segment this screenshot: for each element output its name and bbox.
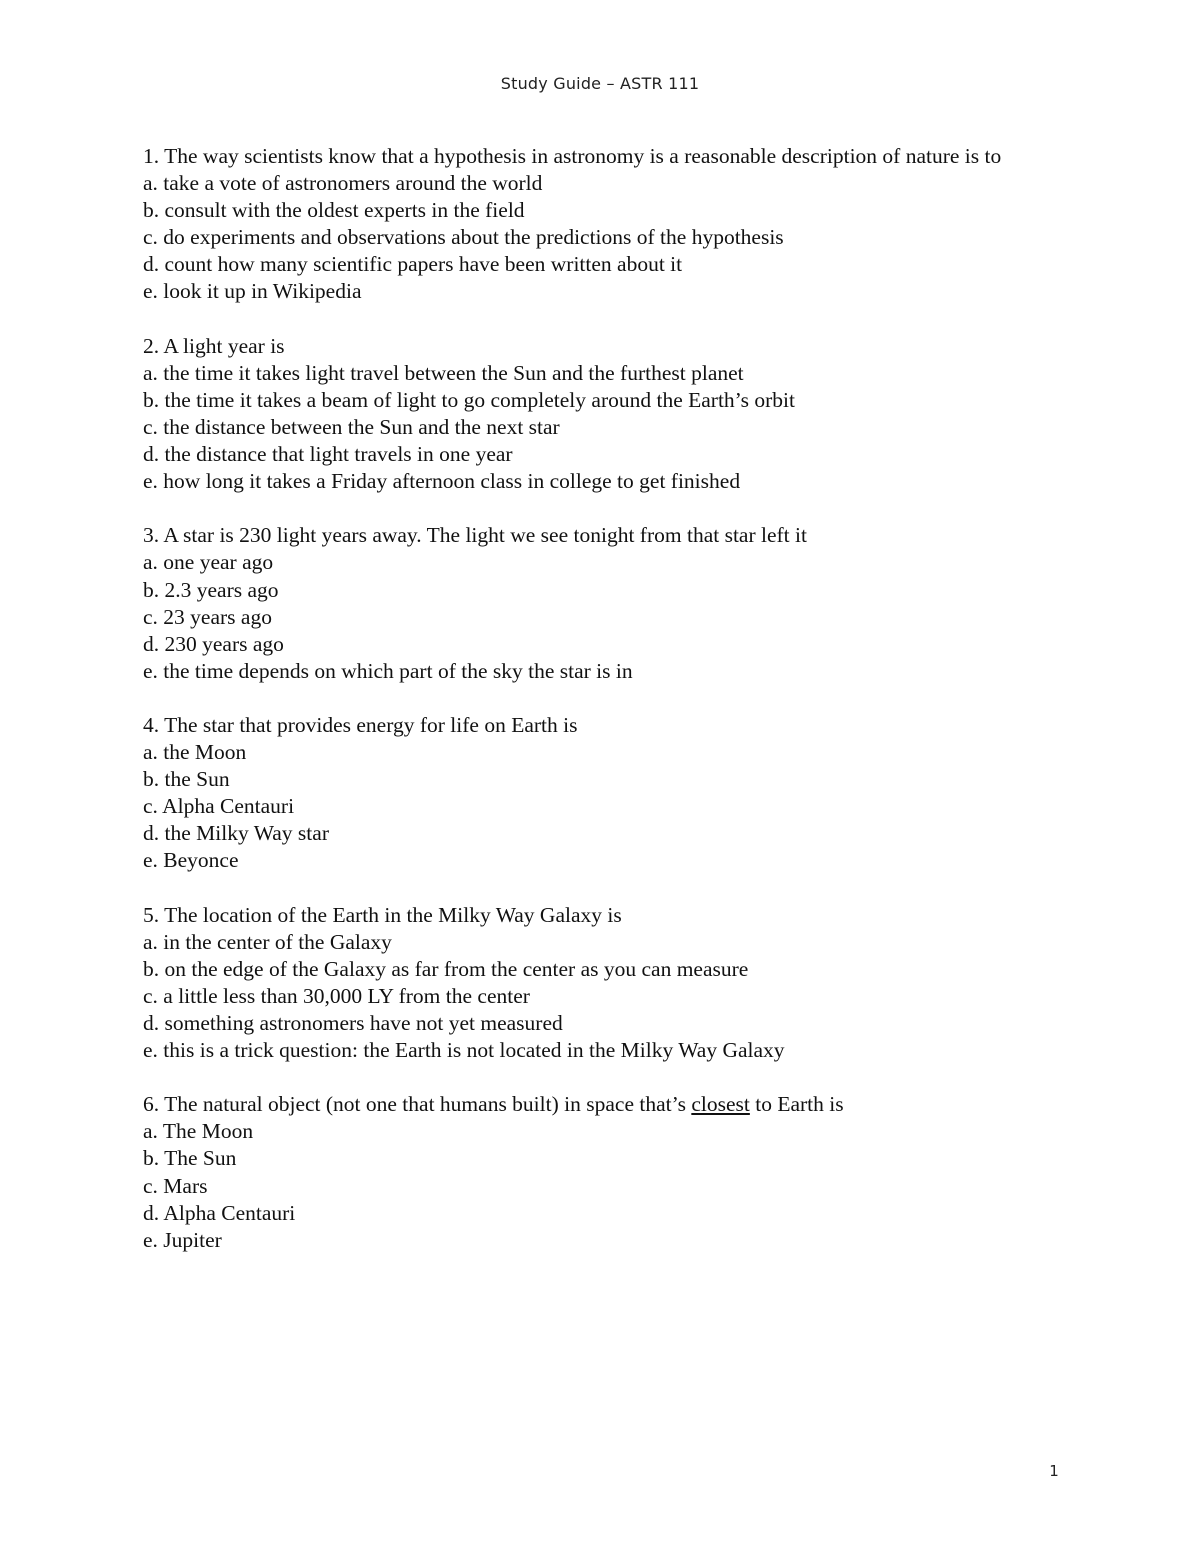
option-d: d. Alpha Centauri	[143, 1200, 296, 1225]
option-c: c. Mars	[143, 1173, 208, 1198]
option-b: b. the time it takes a beam of light to go completely around the Earth’s orbit	[143, 387, 796, 412]
option-a: a. one year ago	[143, 550, 274, 575]
option-d: d. 230 years ago	[143, 631, 284, 656]
option-d: d. something astronomers have not yet measured	[143, 1011, 563, 1035]
option-b: b. 2.3 years ago	[143, 577, 279, 602]
option-a: a. the time it takes light travel between the Sun and the furthest planet	[143, 360, 744, 385]
option-d: d. the distance that light travels in one year	[143, 442, 513, 467]
option-c: c. Alpha Centauri	[143, 794, 295, 819]
option-b: b. The Sun	[143, 1146, 237, 1171]
page-number: 1	[1049, 1462, 1059, 1480]
question-stem: 2. A light year is	[143, 333, 285, 358]
option-a: a. The Moon	[143, 1119, 254, 1144]
option-c: c. a little less than 30,000 LY from the center	[143, 983, 530, 1008]
option-a: a. in the center of the Galaxy	[143, 929, 392, 954]
question-stem-end: to Earth is	[749, 1092, 844, 1117]
question-5	[143, 902, 1073, 1065]
option-e: e. look it up in Wikipedia	[143, 279, 362, 304]
option-d: d. count how many scientific papers have been written about it	[143, 252, 683, 277]
question-4	[143, 712, 1073, 875]
option-d: d. the Milky Way star	[143, 821, 329, 846]
question-list	[143, 143, 1073, 1281]
question-stem-start: 6. The natural object (not one that humans built) in space that’s	[143, 1092, 692, 1117]
option-b: b. consult with the oldest experts in the field	[143, 198, 525, 223]
option-e: e. Jupiter	[143, 1227, 222, 1252]
option-b: b. on the edge of the Galaxy as far from the center as you can measure	[143, 956, 749, 981]
question-6	[143, 1091, 1073, 1254]
option-c: c. the distance between the Sun and the next star	[143, 414, 560, 439]
option-e: e. this is a trick question: the Earth is not located in the Milky Way Galaxy	[143, 1038, 785, 1063]
option-c: c. do experiments and observations about the predictions of the hypothesis	[143, 225, 784, 250]
question-stem: 5. The location of the Earth in the Milky Way Galaxy is	[143, 902, 622, 927]
option-a: a. the Moon	[143, 740, 247, 765]
question-stem: 4. The star that provides energy for life on Earth is	[143, 712, 578, 737]
option-e: e. how long it takes a Friday afternoon class in college to get finished	[143, 469, 741, 494]
question-stem	[143, 1091, 1073, 1118]
option-c: c. 23 years ago	[143, 604, 272, 629]
option-e: e. Beyonce	[143, 848, 239, 873]
question-1	[143, 143, 1073, 306]
option-a: a. take a vote of astronomers around the world	[143, 171, 543, 196]
question-stem: 1. The way scientists know that a hypothesis in astronomy is a reasonable description of nature is to	[143, 144, 1002, 168]
option-b: b. the Sun	[143, 767, 230, 792]
question-3	[143, 522, 1073, 685]
option-e: e. the time depends on which part of the sky the star is in	[143, 658, 633, 683]
question-2	[143, 333, 1073, 496]
page-header-title: Study Guide – ASTR 111	[500, 74, 700, 93]
question-stem-emphasis: closest	[691, 1092, 750, 1117]
question-stem: 3. A star is 230 light years away. The light we see tonight from that star left it	[143, 523, 807, 548]
